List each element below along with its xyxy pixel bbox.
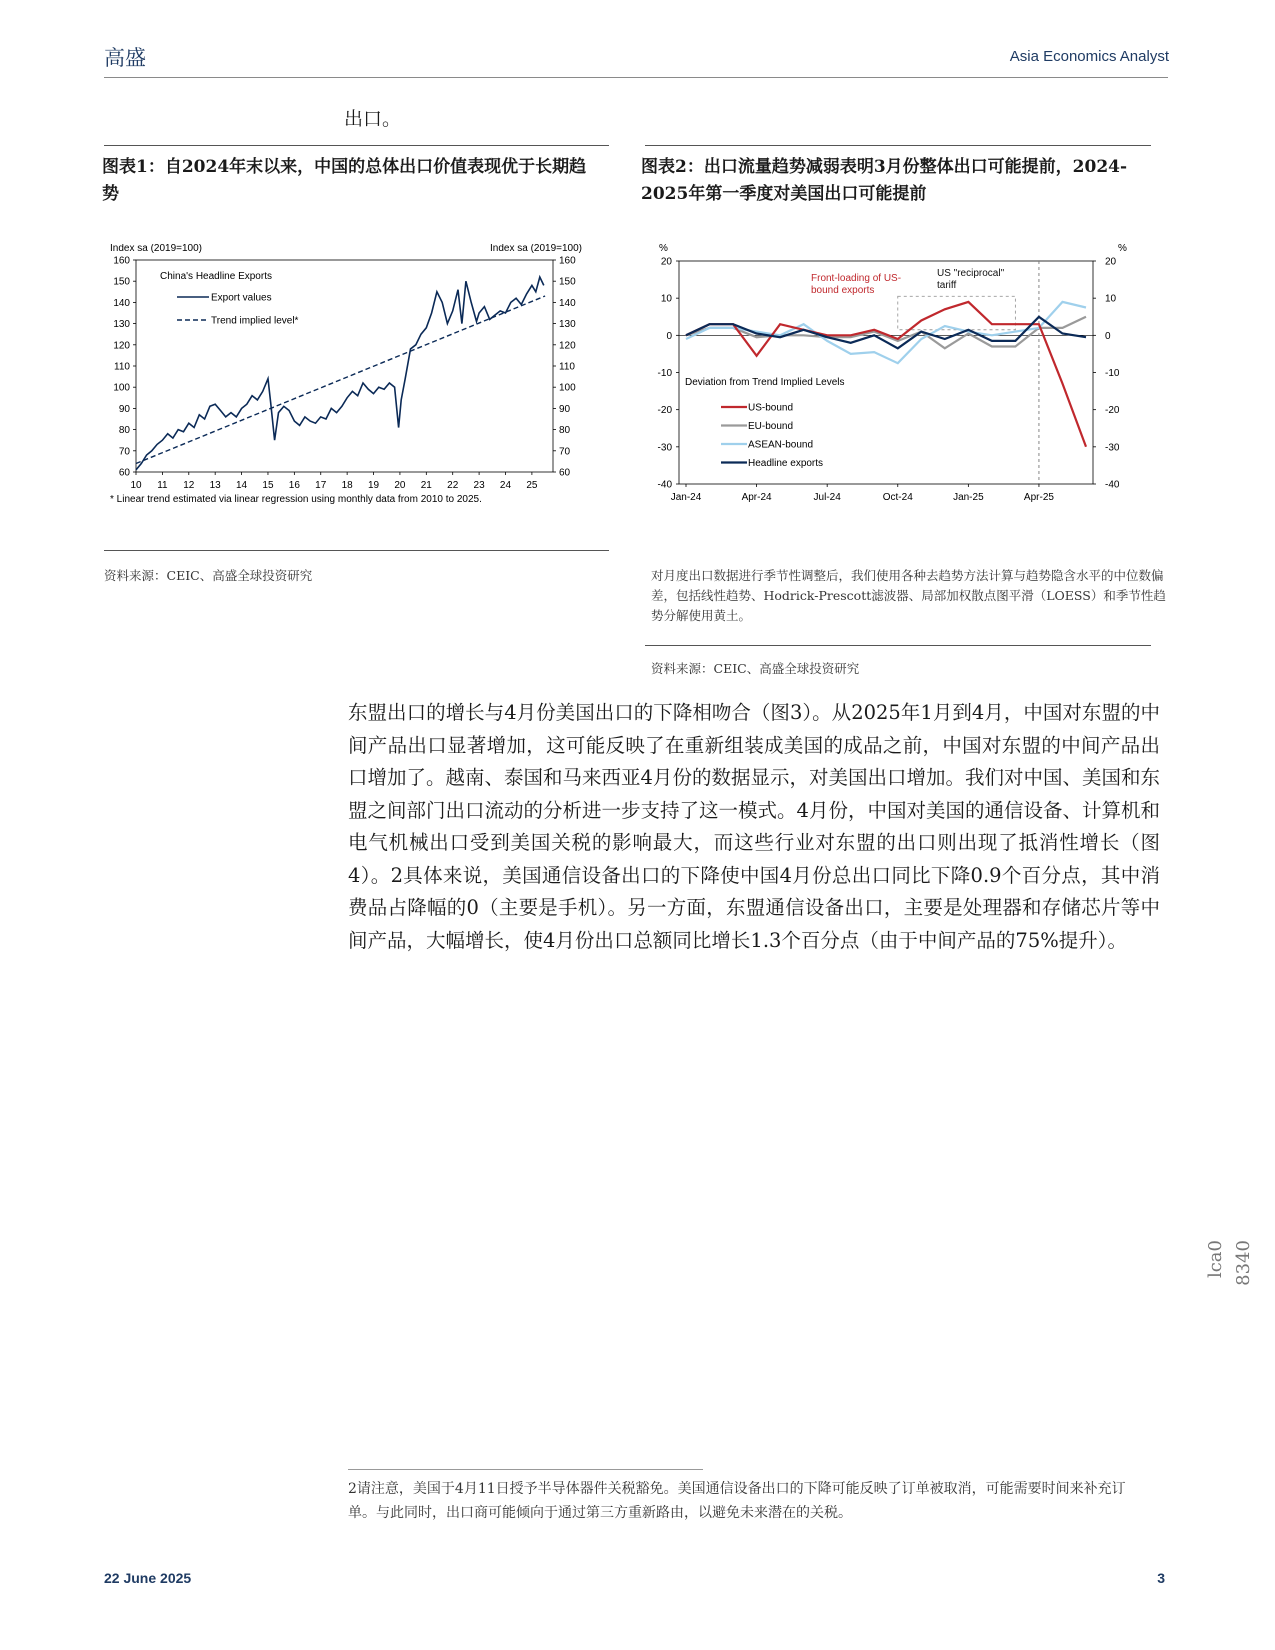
chart2-ytick-label-right: -20 <box>1105 405 1120 417</box>
chart2-xtick-label: Oct-24 <box>882 492 913 503</box>
figure2-source: 资料来源：CEIC、高盛全球投资研究 <box>651 661 860 676</box>
chart2-legend-label-2: ASEAN-bound <box>748 439 814 451</box>
chart1-footnote: * Linear trend estimated via linear regression using monthly data from 2010 to 2025. <box>110 494 482 505</box>
figure1-chart <box>108 244 608 529</box>
chart1-ytick-label-right: 100 <box>559 382 576 394</box>
chart2-ytick-label-right: 10 <box>1105 293 1117 305</box>
report-title: Asia Economics Analyst <box>1009 48 1169 65</box>
chart1-xtick-label: 13 <box>209 480 221 491</box>
figure2-bottom-rule <box>645 645 1151 646</box>
chart1-ytick-label-right: 120 <box>559 340 576 352</box>
chart1-ytick-label-right: 90 <box>559 403 571 415</box>
chart1-left-axis-title: Index sa (2019=100) <box>110 244 203 254</box>
chart1-ytick-label-left: 160 <box>113 255 130 267</box>
chart1-xtick-label: 14 <box>236 480 248 491</box>
chart2-xtick-label: Jul-24 <box>813 492 841 503</box>
chart2-ytick-label-left: 0 <box>666 330 672 342</box>
figure1-title: 图表1：自2024年末以来，中国的总体出口价值表现优于长期趋势 <box>102 157 587 204</box>
chart2-ytick-label-left: -20 <box>657 405 672 417</box>
chart1-ytick-label-left: 150 <box>113 276 130 288</box>
intro-text: 出口。 <box>344 108 402 130</box>
chart1-ytick-label-left: 90 <box>118 403 130 415</box>
chart1-ytick-label-right: 110 <box>559 361 575 373</box>
chart2-ytick-label-right: -30 <box>1105 442 1120 454</box>
chart2-legend-label-3: Headline exports <box>748 458 824 469</box>
chart1-ytick-label-left: 120 <box>113 340 130 352</box>
header-divider <box>104 77 1168 78</box>
chart2-ytick-label-left: -30 <box>657 442 672 454</box>
chart2-xtick-label: Jan-24 <box>670 492 702 503</box>
chart1-xtick-label: 15 <box>262 480 274 491</box>
chart1-xtick-label: 19 <box>367 480 380 491</box>
chart2-ytick-label-right: -10 <box>1105 368 1120 379</box>
footnote-rule <box>348 1469 703 1470</box>
chart1-xtick-label: 24 <box>499 480 512 491</box>
chart1-right-axis-title: Index sa (2019=100) <box>489 244 582 254</box>
chart2-annotation-tariff: US "reciprocal" tariff <box>937 268 1005 291</box>
chart2-ytick-label-left: 10 <box>660 293 672 305</box>
chart1-ytick-label-left: 140 <box>113 297 130 309</box>
footnote: 2请注意，美国于4月11日授予半导体器件关税豁免。美国通信设备出口的下降可能反映了订单被取消，可能需要时间来补充订单。与此同时，出口商可能倾向于通过第三方重新路由，以避免未来潜在的关税。 <box>348 1481 1126 1521</box>
figure2-chart <box>645 244 1155 529</box>
chart1-xtick-label: 10 <box>130 480 142 491</box>
side-code-2: 8340 <box>1233 1240 1254 1286</box>
chart2-left-axis-title: % <box>659 244 668 254</box>
chart1-xtick-label: 18 <box>341 480 353 491</box>
chart1-ytick-label-right: 80 <box>559 425 571 437</box>
chart1-xtick-label: 23 <box>473 480 485 491</box>
chart1-ytick-label-left: 110 <box>114 361 130 373</box>
chart2-title: Deviation from Trend Implied Levels <box>685 377 845 388</box>
chart2-ytick-label-right: 0 <box>1105 330 1111 342</box>
chart1-ytick-label-right: 160 <box>559 255 576 267</box>
side-code-1: lca0 <box>1205 1240 1226 1279</box>
chart2-ytick-label-right: -40 <box>1105 479 1120 491</box>
chart2-annotation-front-loading: Front-loading of US-bound exports <box>811 273 902 296</box>
chart1-ytick-label-right: 70 <box>559 446 571 458</box>
chart1-series-line-0 <box>136 277 544 470</box>
chart2-ytick-label-left: 20 <box>660 256 672 268</box>
chart1-xtick-label: 21 <box>420 480 432 491</box>
chart1-ytick-label-left: 130 <box>113 319 130 331</box>
chart1-legend-label-1: Trend implied level* <box>211 315 299 327</box>
figure2-title: 图表2：出口流量趋势减弱表明3月份整体出口可能提前，2024-2025年第一季度对美国出口可能提前 <box>641 157 1128 204</box>
chart1-xtick-label: 17 <box>315 480 327 491</box>
figure2-top-rule <box>645 145 1151 146</box>
chart1-xtick-label: 20 <box>394 480 406 491</box>
chart2-xtick-label: Apr-24 <box>741 492 772 503</box>
chart1-ytick-label-left: 100 <box>113 382 130 394</box>
chart1-ytick-label-right: 140 <box>559 297 576 309</box>
chart2-ytick-label-left: -10 <box>657 368 672 379</box>
brand-logo-text: 高盛 <box>104 46 146 70</box>
page-number: 3 <box>1157 1570 1165 1586</box>
chart1-xtick-label: 12 <box>183 480 195 491</box>
chart2-right-axis-title: % <box>1118 244 1127 254</box>
chart1-xtick-label: 22 <box>447 480 459 491</box>
chart1-ytick-label-right: 130 <box>559 319 576 331</box>
figure1-top-rule <box>104 145 609 146</box>
chart2-plot-frame <box>679 261 1093 484</box>
chart1-ytick-label-right: 60 <box>559 467 571 479</box>
chart1-xtick-label: 11 <box>157 480 168 491</box>
chart1-xtick-label: 25 <box>526 480 538 491</box>
chart1-ytick-label-left: 80 <box>118 425 130 437</box>
chart2-xtick-label: Apr-25 <box>1023 492 1054 503</box>
chart2-xtick-label: Jan-25 <box>953 492 984 503</box>
chart1-plot-frame <box>136 260 553 472</box>
footer-date: 22 June 2025 <box>104 1570 192 1586</box>
chart1-title: China's Headline Exports <box>160 271 272 282</box>
chart2-legend-label-1: EU-bound <box>748 421 794 432</box>
chart2-series-line-1 <box>686 317 1086 349</box>
chart1-xtick-label: 16 <box>288 480 300 491</box>
chart2-legend-label-0: US-bound <box>748 402 794 414</box>
chart2-ytick-label-right: 20 <box>1105 256 1117 268</box>
figure2-note: 对月度出口数据进行季节性调整后，我们使用各种去趋势方法计算与趋势隐含水平的中位数偏差，包括线性趋势、Hodrick-Prescott滤波器、局部加权散点图平滑（LOESS）和季节性趋势分解使用黄土。 <box>651 568 1166 623</box>
body-paragraph: 东盟出口的增长与4月份美国出口的下降相吻合（图3）。从2025年1月到4月，中国对东盟的中间产品出口显著增加，这可能反映了在重新组装成美国的成品之前，中国对东盟的中间产品出口增加了。越南、泰国和马来西亚4月份的数据显示，对美国出口增加。我们对中国、美国和东盟之间部门出口流动的分析进一步支持了这一模式。4月份，中国对美国的通信设备、计算机和电气机械出口受到美国关税的影响最大，而这些行业对东盟的出口则出现了抵消性增长（图4）。2具体来说，美国通信设备出口的下降使中国4月份总出口同比下降0.9个百分点，其中消费品占降幅的0（主要是手机）。另一方面，东盟通信设备出口，主要是处理器和存储芯片等中间产品，大幅增长，使4月份出口总额同比增长1.3个百分点（由于中间产品的75%提升）。 <box>348 701 1160 952</box>
chart2-ytick-label-left: -40 <box>657 479 672 491</box>
chart1-series-line-1 <box>136 296 545 464</box>
chart1-ytick-label-right: 150 <box>559 276 576 288</box>
figure1-source: 资料来源：CEIC、高盛全球投资研究 <box>104 568 313 583</box>
chart1-ytick-label-left: 70 <box>118 446 130 458</box>
chart1-legend-label-0: Export values <box>211 292 272 304</box>
chart1-ytick-label-left: 60 <box>118 467 130 479</box>
figure1-bottom-rule <box>104 550 609 551</box>
